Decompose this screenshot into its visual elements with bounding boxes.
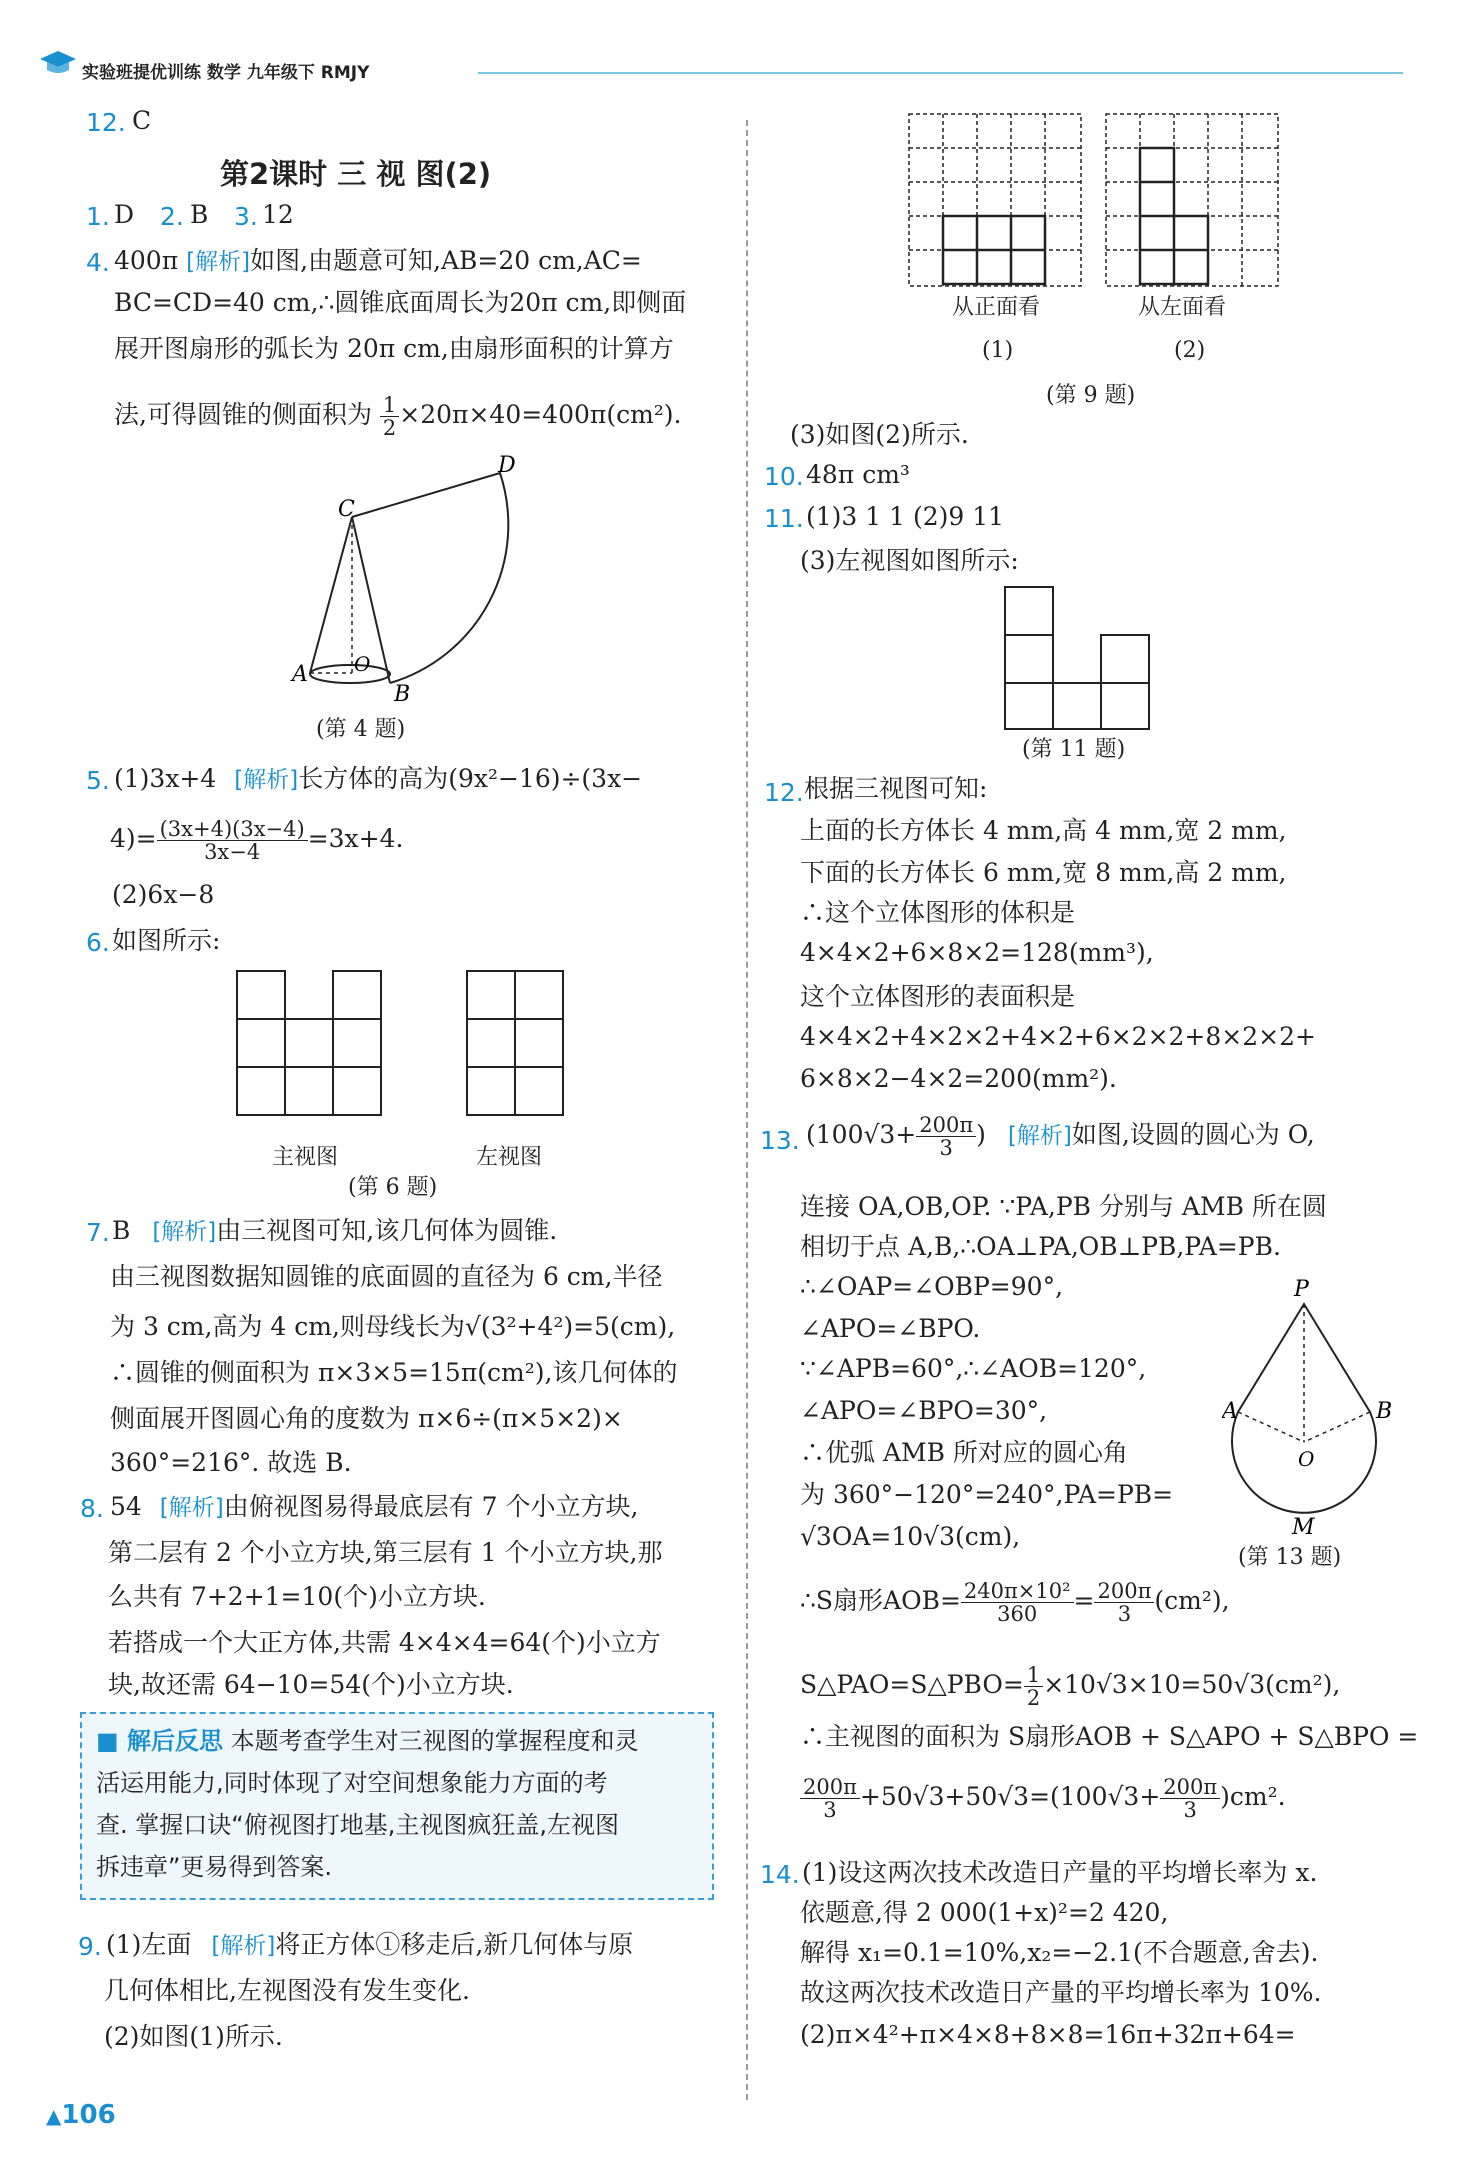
q8-line-5: 块,故还需 64−10=54(个)小立方块.	[108, 1670, 514, 1699]
q13-s1-fd2: 3	[1117, 1602, 1132, 1626]
label-b: B	[394, 682, 411, 705]
q13-s1-b: =	[1073, 1586, 1095, 1615]
q5-text-2b: =3x+4.	[307, 824, 404, 853]
q9-fig-label-left: 从左面看	[1138, 295, 1227, 320]
q14-number: 14.	[760, 1860, 800, 1889]
q13-line-9: √3OA=10√3(cm),	[800, 1522, 1021, 1551]
q13-ans-b: )	[976, 1120, 986, 1149]
q13-s4-a: +50√3+50√3=(100√3+	[859, 1782, 1161, 1811]
q9-fig-caption: (第 9 题)	[1046, 383, 1136, 408]
q13-s1-a: ∴S扇形AOB=	[800, 1586, 961, 1615]
q13-line-3: ∴∠OAP=∠OBP=90°,	[800, 1272, 1064, 1301]
label-o: O	[354, 652, 371, 676]
q12-line-7: 4×4×2+4×2×2+4×2+6×2×2+8×2×2+	[800, 1022, 1316, 1051]
q11-left-view	[1004, 586, 1150, 730]
q12-line-5: 4×4×2+6×8×2=128(mm³),	[800, 938, 1154, 967]
q8-text-1: 由俯视图易得最底层有 7 个小立方块,	[223, 1492, 639, 1521]
q5-text-1: 长方体的高为(9x²−16)÷(3x−	[298, 764, 643, 793]
page-number	[46, 2100, 116, 2130]
q4-line-2: BC=CD=40 cm,∴圆锥底面周长为20π cm,即侧面	[114, 288, 687, 317]
q4-line-4-tail: ×20π×40=400π(cm²).	[399, 400, 682, 429]
q13-s1-fn2: 200π	[1094, 1580, 1154, 1603]
q9-line-2: 几何体相比,左视图没有发生变化.	[104, 1976, 470, 2005]
label-m: M	[1292, 1515, 1315, 1540]
q4-cone-figure	[290, 455, 530, 705]
q9-grid-figures	[908, 112, 1284, 292]
q5-part-2: (2)6x−8	[112, 880, 215, 909]
column-divider	[746, 120, 748, 2100]
q12-line-3: 下面的长方体长 6 mm,宽 8 mm,高 2 mm,	[800, 858, 1287, 887]
q14-line-4: 故这两次技术改造日产量的平均增长率为 10%.	[800, 1978, 1322, 2007]
q6-number: 6.	[86, 928, 110, 957]
label-b2: B	[1376, 1399, 1393, 1424]
q12-line-1: 根据三视图可知:	[804, 774, 988, 803]
label-o2: O	[1298, 1447, 1315, 1471]
q7-text-1: 由三视图可知,该几何体为圆锥.	[216, 1216, 558, 1245]
q13-line-1: 连接 OA,OB,OP. ∵PA,PB 分别与 AMB 所在圆	[800, 1192, 1327, 1221]
q13-s4-frac2	[1160, 1776, 1220, 1821]
q13-s2-a: S△PAO=S△PBO=	[800, 1670, 1024, 1699]
q4-analysis-tag: [解析]	[186, 249, 251, 275]
q7-analysis-tag: [解析]	[152, 1219, 217, 1245]
q6-front-view	[236, 970, 386, 1116]
q7-line-4: ∴圆锥的侧面积为 π×3×5=15π(cm²),该几何体的	[110, 1358, 678, 1387]
q9-line-1	[106, 1928, 633, 1963]
q8-answer: 54	[110, 1492, 142, 1521]
page-number-text: 106	[61, 2100, 116, 2130]
label-c: C	[338, 497, 355, 522]
q13-number: 13.	[760, 1126, 800, 1155]
q8-line-1	[110, 1490, 638, 1525]
q1-number: 1.	[86, 202, 110, 231]
q13-line-7: ∴优弧 AMB 所对应的圆心角	[800, 1438, 1128, 1467]
q13-s3: ∴主视图的面积为 S扇形AOB + S△APO + S△BPO =	[800, 1722, 1419, 1751]
q8-line-4: 若搭成一个大正方体,共需 4×4×4=64(个)小立方	[108, 1628, 661, 1657]
q12-prev-answer: C	[132, 106, 152, 135]
q6-left-label: 左视图	[476, 1145, 543, 1170]
q14-line-2: 依题意,得 2 000(1+x)²=2 420,	[800, 1898, 1169, 1927]
q5-line-2	[110, 818, 403, 863]
q13-s2-b: ×10√3×10=50√3(cm²),	[1043, 1670, 1341, 1699]
q13-line-5: ∵∠APB=60°,∴∠AOB=120°,	[800, 1354, 1147, 1383]
page-arrow-icon: ▲	[46, 2104, 62, 2128]
reflection-box	[80, 1712, 714, 1900]
q8-number: 8.	[80, 1494, 104, 1523]
q13-ans-a: (100√3+	[806, 1120, 917, 1149]
q2-answer: B	[190, 200, 209, 229]
q9-fig-sub-2: (2)	[1174, 338, 1206, 363]
q9-fig-sub-1: (1)	[982, 338, 1014, 363]
q4-answer: 400π	[114, 246, 179, 275]
q13-line-4: ∠APO=∠BPO.	[800, 1314, 981, 1343]
q7-line-1	[112, 1214, 557, 1249]
q3-number: 3.	[234, 202, 258, 231]
q8-analysis-tag: [解析]	[159, 1495, 224, 1521]
q11-part-3: (3)左视图如图所示:	[800, 546, 1019, 575]
q13-s1-frac	[961, 1580, 1074, 1625]
q4-caption: (第 4 题)	[316, 717, 406, 742]
q7-line-5: 侧面展开图圆心角的度数为 π×6÷(π×5×2)×	[110, 1404, 623, 1433]
q8-line-3: 么共有 7+2+1=10(个)小立方块.	[108, 1582, 486, 1611]
q7-answer: B	[112, 1216, 131, 1245]
q4-number: 4.	[86, 248, 110, 277]
q13-s2-fd: 2	[1026, 1686, 1041, 1710]
lesson-title: 第2课时 三 视 图(2)	[220, 157, 492, 191]
q12-line-2: 上面的长方体长 4 mm,高 4 mm,宽 2 mm,	[800, 816, 1287, 845]
q13-caption: (第 13 题)	[1238, 1545, 1342, 1570]
running-header: 实验班提优训练 数学 九年级下 RMJY	[82, 63, 370, 83]
q6-caption: (第 6 题)	[348, 1175, 438, 1200]
q13-s4-b: )cm².	[1220, 1782, 1286, 1811]
q10-number: 10.	[764, 462, 804, 491]
q13-analysis-tag: [解析]	[1007, 1123, 1072, 1149]
q4-line-4-wrap	[114, 394, 682, 439]
q9-fig-label-front: 从正面看	[952, 295, 1041, 320]
q9-number: 9.	[78, 1932, 102, 1961]
q4-frac-num: 1	[380, 394, 399, 417]
q11-number: 11.	[764, 504, 804, 533]
q5-fraction	[157, 818, 308, 863]
q13-answer-line	[806, 1114, 1315, 1159]
label-p: P	[1294, 1277, 1309, 1302]
q11-answer: (1)3 1 1 (2)9 11	[806, 502, 1005, 531]
q7-line-3: 为 3 cm,高为 4 cm,则母线长为√(3²+4²)=5(cm),	[110, 1312, 676, 1341]
q12-line-8: 6×8×2−4×2=200(mm²).	[800, 1064, 1117, 1093]
q13-s4-fn2: 200π	[1160, 1776, 1220, 1799]
q12-line-6: 这个立体图形的表面积是	[800, 982, 1076, 1011]
q13-s4	[800, 1776, 1286, 1821]
q4-line-1: 如图,由题意可知,AB=20 cm,AC=	[250, 246, 642, 275]
q4-line-3: 展开图扇形的弧长为 20π cm,由扇形面积的计算方	[114, 334, 674, 363]
q13-s2	[800, 1664, 1340, 1709]
q2-number: 2.	[160, 202, 184, 231]
q5-frac-den: 3x−4	[204, 840, 261, 864]
q6-text: 如图所示:	[112, 926, 221, 955]
q8-line-2: 第二层有 2 个小立方块,第三层有 1 个小立方块,那	[108, 1538, 663, 1567]
q13-ans-fn: 200π	[916, 1114, 976, 1137]
q13-s2-fn: 1	[1024, 1664, 1043, 1687]
q4-line-4: 法,可得圆锥的侧面积为	[114, 400, 372, 429]
q14-line-5: (2)π×4²+π×4×8+8×8=16π+32π+64=	[800, 2020, 1296, 2049]
label-d: D	[498, 455, 516, 478]
q4-fraction	[380, 394, 399, 439]
graduation-cap-icon	[38, 48, 78, 78]
q13-head: 如图,设圆的圆心为 O,	[1071, 1120, 1315, 1149]
q9-answer: (1)左面	[106, 1930, 192, 1959]
reflect-line-2: 活运用能力,同时体现了对空间想象能力方面的考	[96, 1769, 608, 1797]
reflect-line-1: 本题考查学生对三视图的掌握程度和灵	[230, 1727, 639, 1755]
q13-s4-frac	[800, 1776, 860, 1821]
q13-s4-fd: 3	[823, 1798, 837, 1822]
q14-line-1: (1)设这两次技术改造日产量的平均增长率为 x.	[802, 1858, 1318, 1887]
q5-frac-num: (3x+4)(3x−4)	[157, 818, 308, 841]
q13-s1-c: (cm²),	[1154, 1586, 1230, 1615]
q1-answer: D	[114, 200, 135, 229]
q13-s1	[800, 1580, 1230, 1625]
q7-number: 7.	[86, 1218, 110, 1247]
q13-ans-frac	[916, 1114, 976, 1159]
q14-line-3: 解得 x₁=0.1=10%,x₂=−2.1(不合题意,舍去).	[800, 1938, 1319, 1967]
q3-answer: 12	[262, 200, 294, 229]
header-rule	[478, 72, 1403, 74]
reflect-tag: ■ 解后反思	[96, 1727, 224, 1755]
q7-line-6: 360°=216°. 故选 B.	[110, 1448, 352, 1477]
q5-answer: (1)3x+4	[114, 764, 217, 793]
q12-prev-number: 12.	[86, 108, 126, 137]
q5-analysis-tag: [解析]	[234, 767, 299, 793]
q4-first-line	[114, 244, 642, 279]
q13-s1-fn: 240π×10²	[961, 1580, 1074, 1603]
q12-number: 12.	[764, 778, 804, 807]
q13-s4-fn: 200π	[800, 1776, 860, 1799]
q7-line-2: 由三视图数据知圆锥的底面圆的直径为 6 cm,半径	[110, 1262, 663, 1291]
reflect-line-1-wrap	[96, 1724, 639, 1758]
q13-s1-frac2	[1094, 1580, 1154, 1625]
q9-line-3: (2)如图(1)所示.	[104, 2022, 283, 2051]
q13-s2-frac	[1024, 1664, 1043, 1709]
q13-figure	[1222, 1272, 1402, 1552]
q9-analysis-tag: [解析]	[211, 1933, 276, 1959]
reflect-line-4: 拆违章”更易得到答案.	[96, 1853, 333, 1881]
q4-frac-den: 2	[382, 416, 397, 440]
q9-part-3: (3)如图(2)所示.	[790, 420, 969, 449]
q11-caption: (第 11 题)	[1022, 737, 1126, 762]
q5-line-1	[114, 762, 642, 797]
q13-line-8: 为 360°−120°=240°,PA=PB=	[800, 1480, 1174, 1509]
q13-s1-fd: 360	[997, 1602, 1038, 1626]
q6-front-label: 主视图	[272, 1145, 339, 1170]
q5-number: 5.	[86, 766, 110, 795]
label-a: A	[292, 662, 308, 687]
reflect-line-3: 查. 掌握口诀“俯视图打地基,主视图疯狂盖,左视图	[96, 1811, 619, 1839]
q6-left-view	[466, 970, 566, 1116]
q10-answer: 48π cm³	[806, 460, 910, 489]
q13-line-2: 相切于点 A,B,∴OA⊥PA,OB⊥PB,PA=PB.	[800, 1232, 1281, 1261]
q13-ans-fd: 3	[939, 1136, 953, 1160]
q13-s4-fd2: 3	[1183, 1798, 1197, 1822]
q13-line-6: ∠APO=∠BPO=30°,	[800, 1396, 1048, 1425]
q5-text-2a: 4)=	[110, 824, 157, 853]
q9-text-1: 将正方体①移走后,新几何体与原	[275, 1930, 634, 1959]
q12-line-4: ∴这个立体图形的体积是	[800, 898, 1076, 927]
label-a2: A	[1222, 1399, 1238, 1424]
